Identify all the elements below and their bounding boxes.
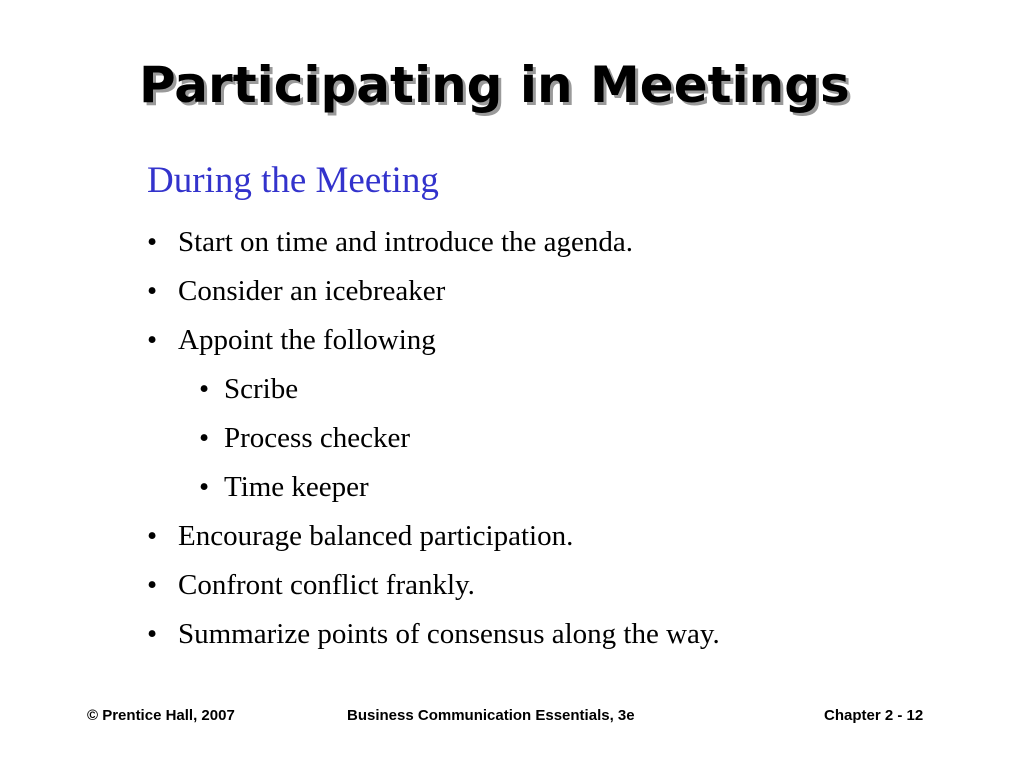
bullet-dot: • [147, 520, 158, 552]
bullet-text: Summarize points of consensus along the way. [178, 618, 720, 650]
bullet-dot: • [147, 618, 158, 650]
bullet-dot: • [147, 324, 158, 356]
bullet-text: Consider an icebreaker [178, 275, 446, 307]
footer-book-title: Business Communication Essentials, 3e [347, 707, 635, 724]
bullet-dot: • [199, 373, 210, 405]
bullet-dot: • [147, 226, 158, 258]
bullet-text: Encourage balanced participation. [178, 520, 574, 552]
bullet-dot: • [199, 471, 210, 503]
bullet-text: Time keeper [224, 471, 369, 503]
bullet-dot: • [147, 569, 158, 601]
bullet-text: Process checker [224, 422, 410, 454]
slide-title: Participating in Meetings [139, 56, 850, 114]
bullet-dot: • [147, 275, 158, 307]
bullet-text: Appoint the following [178, 324, 436, 356]
bullet-dot: • [199, 422, 210, 454]
bullet-text: Start on time and introduce the agenda. [178, 226, 633, 258]
bullet-text: Confront conflict frankly. [178, 569, 475, 601]
footer-page-number: Chapter 2 - 12 [824, 707, 924, 724]
slide-subtitle: During the Meeting [147, 160, 439, 201]
bullet-text: Scribe [224, 373, 299, 405]
footer-copyright: © Prentice Hall, 2007 [87, 707, 235, 724]
